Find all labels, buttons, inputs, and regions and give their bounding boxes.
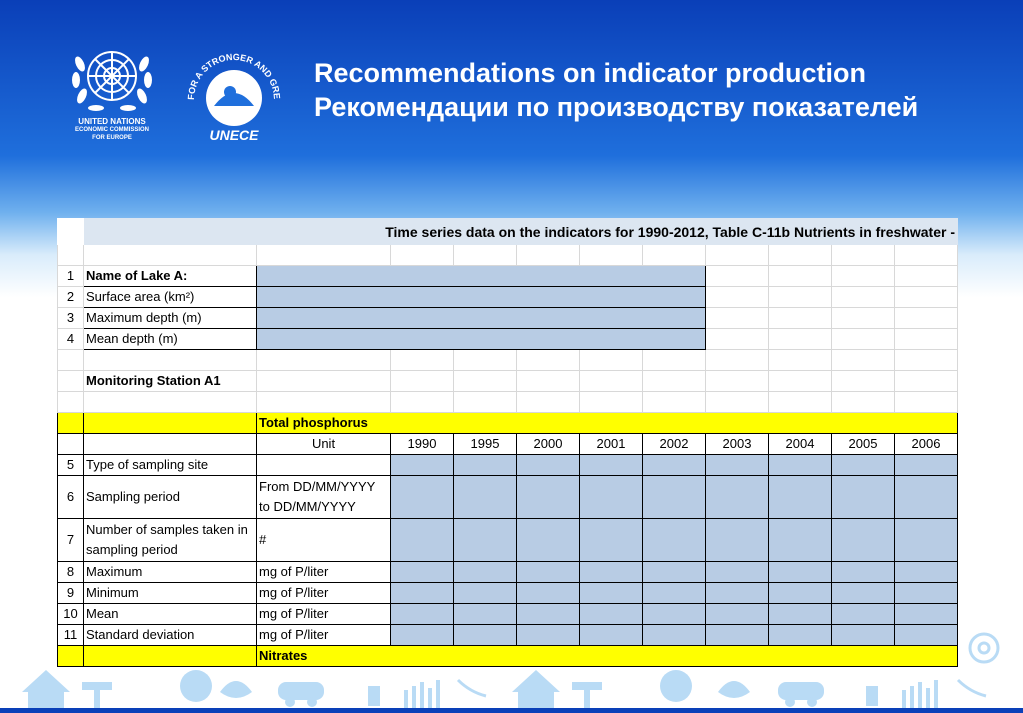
un-logo	[66, 38, 158, 150]
data-cell[interactable]	[643, 519, 706, 562]
data-cell[interactable]	[769, 455, 832, 476]
data-cell[interactable]	[391, 583, 454, 604]
station-label: Monitoring Station A1	[84, 371, 257, 392]
data-cell[interactable]	[832, 583, 895, 604]
title-en: Recommendations on indicator production	[314, 58, 867, 88]
data-cell[interactable]	[895, 604, 958, 625]
data-cell[interactable]	[832, 604, 895, 625]
data-row[interactable]	[58, 583, 958, 604]
data-cell[interactable]	[895, 519, 958, 562]
lake-value-cell[interactable]	[257, 308, 706, 329]
row-label: Number of samples taken in sampling period	[84, 519, 257, 562]
data-row[interactable]	[58, 604, 958, 625]
data-cell[interactable]	[769, 519, 832, 562]
section-label: Total phosphorus	[257, 413, 958, 434]
data-cell[interactable]	[454, 604, 517, 625]
lake-value-cell[interactable]	[257, 329, 706, 350]
data-cell[interactable]	[580, 583, 643, 604]
data-cell[interactable]	[832, 476, 895, 519]
data-row[interactable]	[58, 455, 958, 476]
data-cell[interactable]	[895, 583, 958, 604]
data-cell[interactable]	[391, 519, 454, 562]
data-row[interactable]	[58, 562, 958, 583]
lake-row[interactable]	[58, 329, 958, 350]
data-cell[interactable]	[391, 476, 454, 519]
indicator-table	[57, 218, 958, 667]
data-cell[interactable]	[391, 562, 454, 583]
row-number: 7	[58, 519, 84, 562]
lake-label: Name of Lake A:	[84, 266, 257, 287]
data-cell[interactable]	[517, 604, 580, 625]
unece-brand-text: UNECE	[209, 127, 259, 143]
next-section-label: Nitrates	[257, 646, 958, 667]
data-cell[interactable]	[643, 604, 706, 625]
year-header: 2002	[643, 434, 706, 455]
lake-label: Maximum depth (m)	[84, 308, 257, 329]
data-cell[interactable]	[517, 583, 580, 604]
data-cell[interactable]	[580, 604, 643, 625]
unece-emblem-icon	[180, 40, 288, 148]
data-cell[interactable]	[769, 562, 832, 583]
row-unit: #	[257, 519, 391, 562]
lake-row[interactable]	[58, 287, 958, 308]
row-number: 9	[58, 583, 84, 604]
lake-row[interactable]	[58, 266, 958, 287]
row-label: Sampling period	[84, 476, 257, 519]
data-cell[interactable]	[769, 604, 832, 625]
page-title	[314, 56, 918, 124]
row-label: Type of sampling site	[84, 455, 257, 476]
data-cell[interactable]	[706, 562, 769, 583]
year-header: 2003	[706, 434, 769, 455]
unit-header: Unit	[257, 434, 391, 455]
un-caption-line3: FOR EUROPE	[92, 135, 132, 141]
row-number: 1	[58, 266, 84, 287]
data-cell[interactable]	[769, 583, 832, 604]
data-cell[interactable]	[580, 519, 643, 562]
lake-row[interactable]	[58, 308, 958, 329]
data-cell[interactable]	[706, 583, 769, 604]
row-number: 3	[58, 308, 84, 329]
row-label: Standard deviation	[84, 625, 257, 646]
sheet-header-row	[58, 219, 958, 245]
data-row[interactable]	[58, 476, 958, 519]
data-cell[interactable]	[454, 583, 517, 604]
row-label: Maximum	[84, 562, 257, 583]
data-cell[interactable]	[643, 455, 706, 476]
data-cell[interactable]	[517, 455, 580, 476]
un-caption-line1: UNITED NATIONS	[78, 117, 146, 126]
data-cell[interactable]	[580, 455, 643, 476]
decorative-footer	[0, 630, 1023, 708]
data-cell[interactable]	[832, 455, 895, 476]
data-cell[interactable]	[391, 604, 454, 625]
data-cell[interactable]	[454, 455, 517, 476]
lake-label: Surface area (km²)	[84, 287, 257, 308]
row-unit	[257, 455, 391, 476]
data-cell[interactable]	[454, 562, 517, 583]
data-cell[interactable]	[895, 455, 958, 476]
data-cell[interactable]	[706, 604, 769, 625]
data-row[interactable]	[58, 519, 958, 562]
year-header: 1995	[454, 434, 517, 455]
title-ru: Рекомендации по производству показателей	[314, 92, 919, 122]
station-row	[58, 371, 958, 392]
row-number: 10	[58, 604, 84, 625]
un-caption-line2: ECONOMIC COMMISSION	[74, 127, 149, 133]
lake-value-cell[interactable]	[257, 287, 706, 308]
row-number: 8	[58, 562, 84, 583]
data-cell[interactable]	[832, 519, 895, 562]
row-number: 2	[58, 287, 84, 308]
data-cell[interactable]	[643, 583, 706, 604]
year-header-row	[58, 434, 958, 455]
row-number: 5	[58, 455, 84, 476]
row-label: Mean	[84, 604, 257, 625]
data-cell[interactable]	[517, 476, 580, 519]
unece-logo	[180, 40, 288, 148]
slide-header	[0, 0, 1023, 200]
data-cell[interactable]	[580, 562, 643, 583]
empty-row	[58, 350, 958, 371]
row-number: 4	[58, 329, 84, 350]
un-emblem-icon	[66, 38, 158, 118]
data-cell[interactable]	[706, 476, 769, 519]
data-cell[interactable]	[517, 519, 580, 562]
data-cell[interactable]	[391, 455, 454, 476]
year-header: 2005	[832, 434, 895, 455]
data-cell[interactable]	[769, 476, 832, 519]
row-number: 6	[58, 476, 84, 519]
data-cell[interactable]	[454, 519, 517, 562]
data-cell[interactable]	[517, 562, 580, 583]
row-number: 11	[58, 625, 84, 646]
row-unit: mg of P/liter	[257, 625, 391, 646]
row-unit: From DD/MM/YYYY to DD/MM/YYYY	[257, 476, 391, 519]
row-unit: mg of P/liter	[257, 604, 391, 625]
empty-row	[58, 392, 958, 413]
lake-label: Mean depth (m)	[84, 329, 257, 350]
unece-arc-text: FOR A STRONGER AND GRE	[185, 51, 283, 101]
data-cell[interactable]	[643, 476, 706, 519]
lake-value-cell[interactable]	[257, 266, 706, 287]
year-header: 1990	[391, 434, 454, 455]
year-header: 2000	[517, 434, 580, 455]
year-header: 2004	[769, 434, 832, 455]
data-cell[interactable]	[895, 562, 958, 583]
eco-icons-strip-icon	[0, 630, 1023, 708]
row-unit: mg of P/liter	[257, 583, 391, 604]
data-cell[interactable]	[832, 562, 895, 583]
data-cell[interactable]	[706, 455, 769, 476]
year-header: 2006	[895, 434, 958, 455]
data-cell[interactable]	[895, 476, 958, 519]
year-header: 2001	[580, 434, 643, 455]
row-unit: mg of P/liter	[257, 562, 391, 583]
sheet-header: Time series data on the indicators for 1990-2012, Table C-11b Nutrients in freshwater -	[84, 219, 958, 245]
spreadsheet	[57, 218, 958, 668]
data-cell[interactable]	[580, 476, 643, 519]
empty-row	[58, 245, 958, 266]
section-row	[58, 413, 958, 434]
data-cell[interactable]	[454, 476, 517, 519]
data-cell[interactable]	[706, 519, 769, 562]
data-cell[interactable]	[643, 562, 706, 583]
row-label: Minimum	[84, 583, 257, 604]
